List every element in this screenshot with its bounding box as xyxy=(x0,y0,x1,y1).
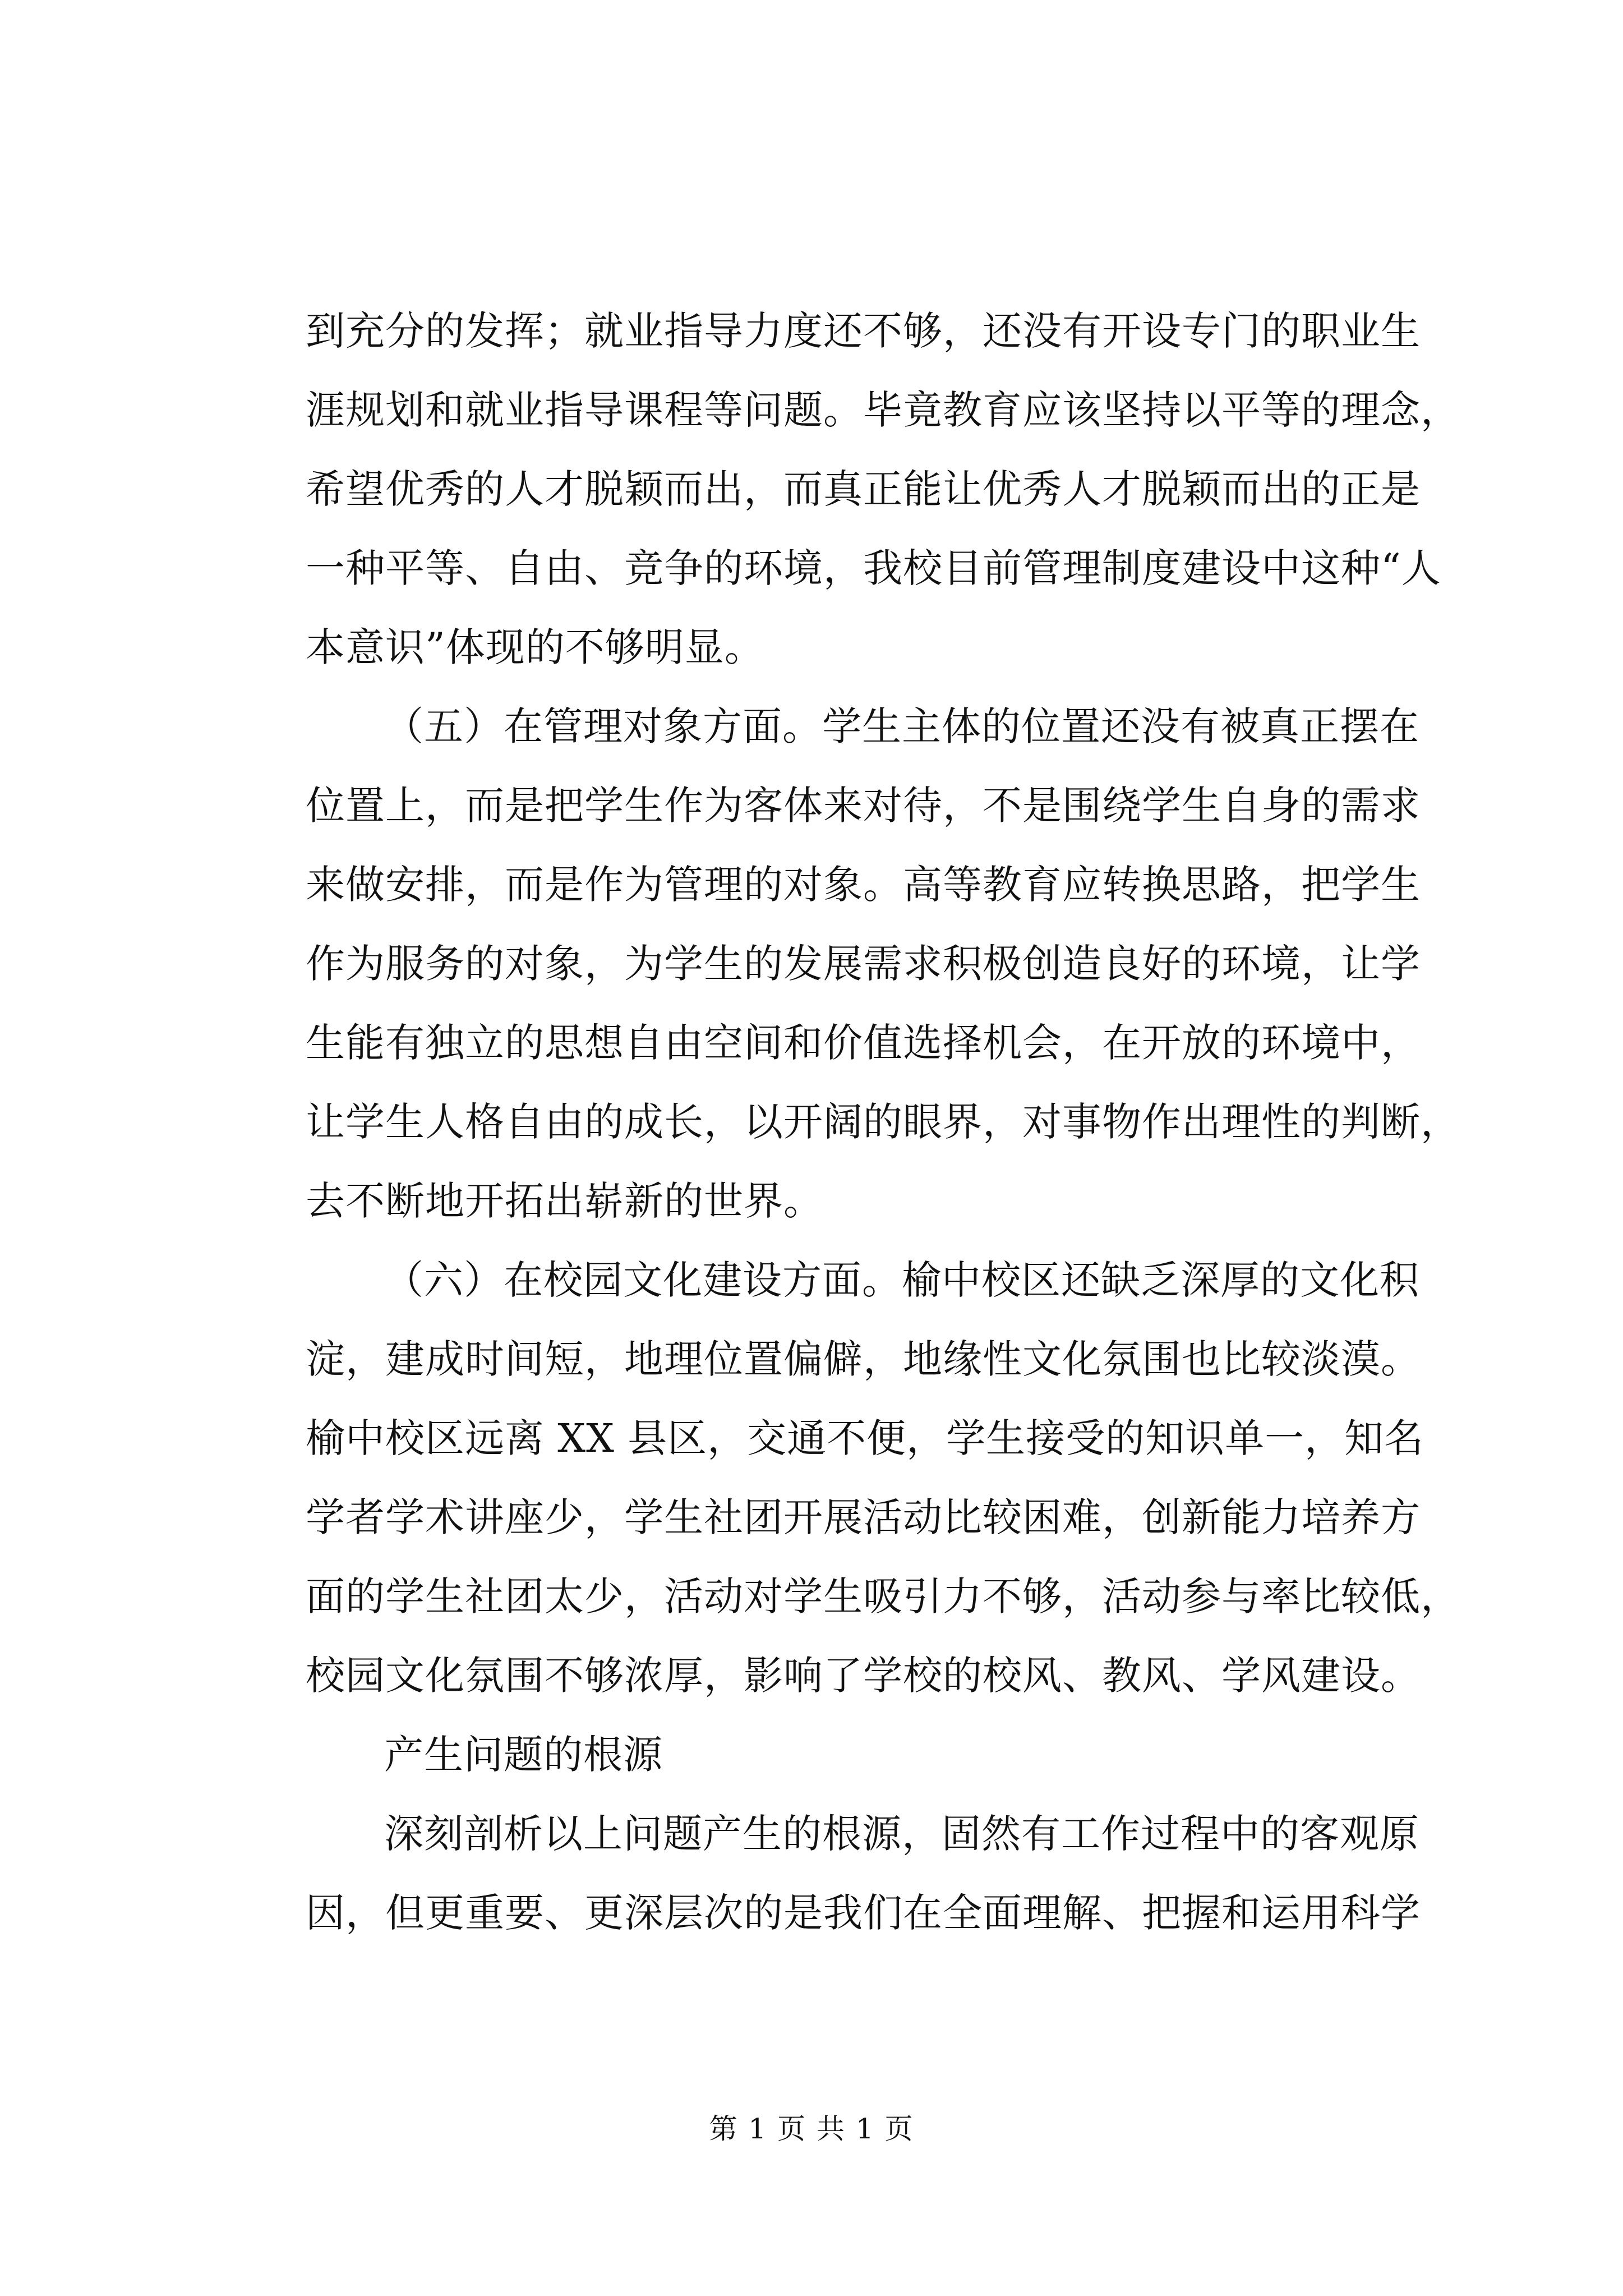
text-line: 去不断地开拓出崭新的世界。 xyxy=(306,1178,823,1224)
text-line: （五）在管理对象方面。学生主体的位置还没有被真正摆在 xyxy=(384,703,1419,749)
text-line: 因，但更重要、更深层次的是我们在全面理解、把握和运用科学 xyxy=(306,1890,1421,1936)
text-line: 面的学生社团太少，活动对学生吸引力不够，活动参与率比较低， xyxy=(306,1573,1460,1619)
text-line: 涯规划和就业指导课程等问题。毕竟教育应该坚持以平等的理念， xyxy=(306,387,1460,433)
text-line: 校园文化氛围不够浓厚，影响了学校的校风、教风、学风建设。 xyxy=(306,1653,1421,1699)
text-line: 本意识”体现的不够明显。 xyxy=(306,624,764,670)
text-line: 学者学术讲座少，学生社团开展活动比较困难，创新能力培养方 xyxy=(306,1494,1421,1540)
page-footer: 第 1 页 共 1 页 xyxy=(709,2113,914,2145)
document-body xyxy=(306,292,1460,1953)
text-line: 来做安排，而是作为管理的对象。高等教育应转换思路，把学生 xyxy=(306,862,1421,908)
text-line: 生能有独立的思想自由空间和价值选择机会，在开放的环境中， xyxy=(306,1020,1421,1066)
text-line: 产生问题的根源 xyxy=(384,1732,663,1778)
text-line: 希望优秀的人才脱颖而出，而真正能让优秀人才脱颖而出的正是 xyxy=(306,466,1421,512)
text-line: （六）在校园文化建设方面。榆中校区还缺乏深厚的文化积 xyxy=(384,1257,1419,1303)
text-line: 到充分的发挥；就业指导力度还不够，还没有开设专门的职业生 xyxy=(306,308,1421,354)
text-line: 淀，建成时间短，地理位置偏僻，地缘性文化氛围也比较淡漠。 xyxy=(306,1336,1421,1382)
text-line: 作为服务的对象，为学生的发展需求积极创造良好的环境，让学 xyxy=(306,941,1421,987)
text-line: 让学生人格自由的成长，以开阔的眼界，对事物作出理性的判断， xyxy=(306,1099,1460,1145)
text-line: 位置上，而是把学生作为客体来对待，不是围绕学生自身的需求 xyxy=(306,783,1421,829)
text-line: 深刻剖析以上问题产生的根源，固然有工作过程中的客观原 xyxy=(384,1811,1419,1857)
text-line: 一种平等、自由、竞争的环境，我校目前管理制度建设中这种“人 xyxy=(306,545,1441,591)
text-line: 榆中校区远离 XX 县区，交通不便，学生接受的知识单一，知名 xyxy=(306,1415,1424,1461)
